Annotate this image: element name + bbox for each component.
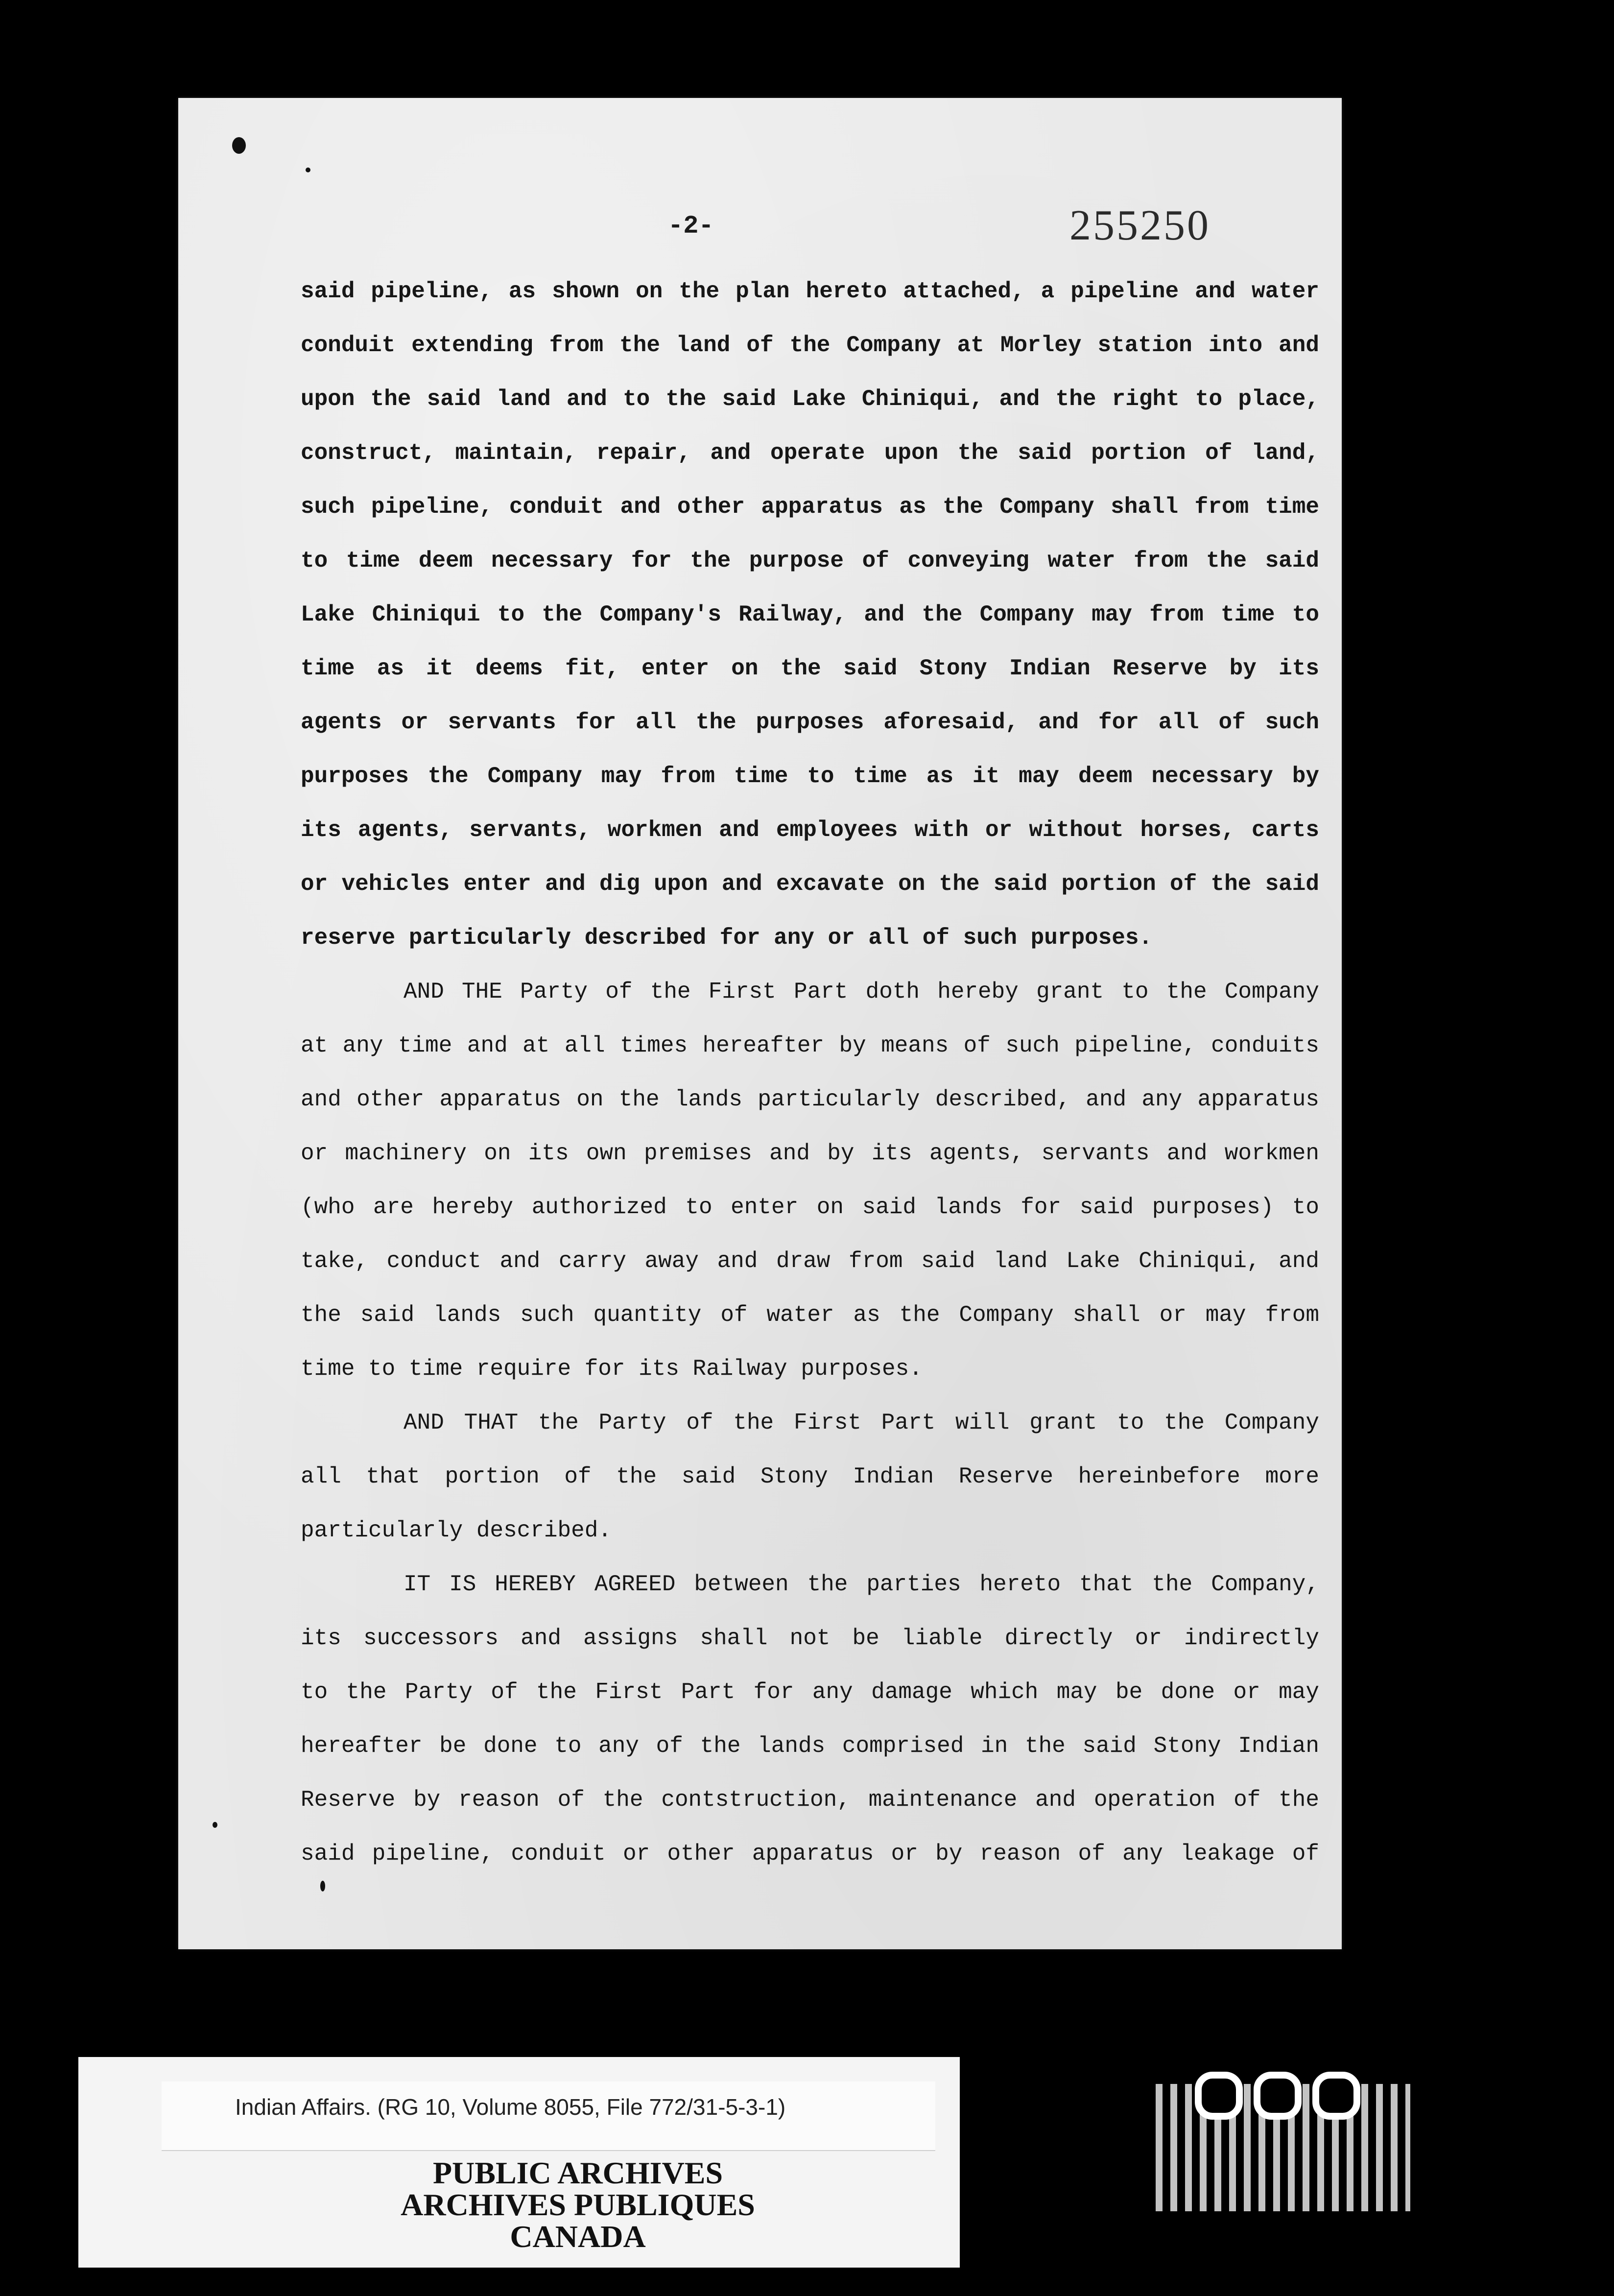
text-line: its successors and assigns shall not be liable directly or indirectly — [301, 1626, 1319, 1651]
document-body — [301, 264, 1319, 1881]
text-line: to the Party of the First Part for any damage which may be done or may — [301, 1679, 1319, 1705]
text-line: the said lands such quantity of water as the Company shall or may from — [301, 1302, 1319, 1328]
text-line: (who are hereby authorized to enter on said lands for said purposes) to — [301, 1195, 1319, 1220]
text-line: or vehicles enter and dig upon and excavate on the said portion of the said — [301, 871, 1319, 897]
archive-country: CANADA — [510, 2219, 646, 2254]
text-line: to time deem necessary for the purpose of conveying water from the said — [301, 548, 1319, 574]
text-line: agents or servants for all the purposes aforesaid, and for all of such — [301, 710, 1319, 735]
ink-speck — [232, 137, 246, 154]
archive-reference: Indian Affairs. (RG 10, Volume 8055, File 772/31-5-3-1) — [235, 2094, 786, 2120]
text-line: hereafter be done to any of the lands comprised in the said Stony Indian — [301, 1733, 1319, 1759]
text-line: construct, maintain, repair, and operate upon the said portion of land, — [301, 440, 1319, 466]
text-line: particularly described. — [301, 1518, 612, 1543]
text-line: all that portion of the said Stony Indian Reserve hereinbefore more — [301, 1464, 1319, 1489]
text-line: take, conduct and carry away and draw from said land Lake Chiniqui, and — [301, 1248, 1319, 1274]
ink-speck — [306, 167, 310, 172]
archive-name-fr: ARCHIVES PUBLIQUES — [401, 2187, 755, 2222]
text-line: purposes the Company may from time to time as it may deem necessary by — [301, 764, 1319, 789]
text-line: Reserve by reason of the contstruction, maintenance and operation of the — [301, 1787, 1319, 1813]
text-line: time as it deems fit, enter on the said Stony Indian Reserve by its — [301, 656, 1319, 681]
text-line: its agents, servants, workmen and employees with or without horses, carts — [301, 817, 1319, 843]
text-line: AND THAT the Party of the First Part will grant to the Company — [404, 1410, 1319, 1435]
text-line: such pipeline, conduit and other apparatus as the Company shall from time — [301, 494, 1319, 520]
text-line: or machinery on its own premises and by its agents, servants and workmen — [301, 1141, 1319, 1166]
text-line: and other apparatus on the lands particularly described, and any apparatus — [301, 1087, 1319, 1112]
text-line: said pipeline, as shown on the plan hereto attached, a pipeline and water — [301, 279, 1319, 304]
text-line: said pipeline, conduit or other apparatus or by reason of any leakage of — [301, 1841, 1319, 1866]
document-page — [178, 98, 1342, 1949]
ink-speck — [320, 1881, 325, 1891]
text-line: IT IS HEREBY AGREED between the parties hereto that the Company, — [404, 1572, 1319, 1597]
page-number: -2- — [668, 212, 714, 240]
text-line: reserve particularly described for any or all of such purposes. — [301, 925, 1153, 951]
text-line: upon the said land and to the said Lake Chiniqui, and the right to place, — [301, 386, 1319, 412]
film-mark — [1254, 2072, 1302, 2120]
text-line: Lake Chiniqui to the Company's Railway, and the Company may from time to — [301, 602, 1319, 627]
film-mark — [1312, 2072, 1360, 2120]
film-mark — [1195, 2072, 1243, 2120]
text-line: at any time and at all times hereafter by means of such pipeline, conduits — [301, 1033, 1319, 1058]
text-line: AND THE Party of the First Part doth hereby grant to the Company — [404, 979, 1319, 1004]
archive-stamp-number: 255250 — [1069, 202, 1210, 249]
text-line: time to time require for its Railway purposes. — [301, 1356, 923, 1382]
archive-name-en: PUBLIC ARCHIVES — [432, 2155, 723, 2190]
text-line: conduit extending from the land of the Company at Morley station into and — [301, 333, 1319, 358]
ink-speck — [213, 1822, 217, 1828]
